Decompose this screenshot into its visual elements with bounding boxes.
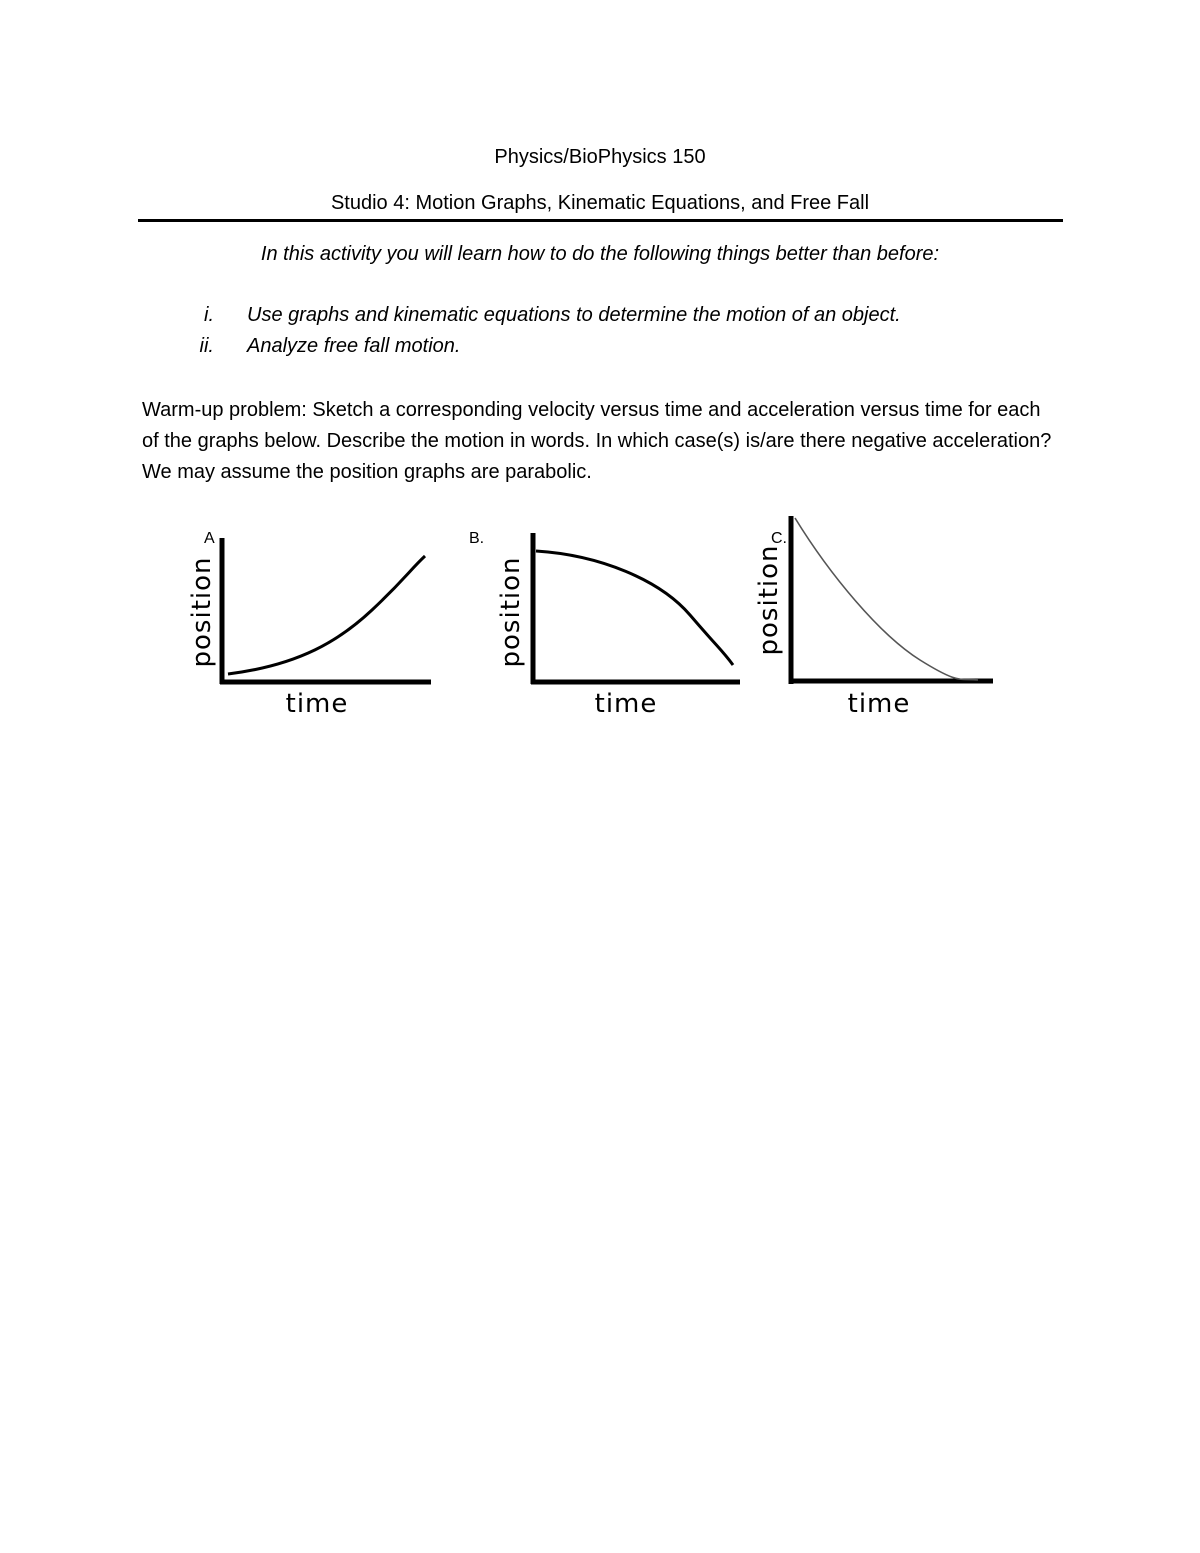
graph-c bbox=[754, 516, 993, 719]
objective-text: Use graphs and kinematic equations to determine the motion of an object. bbox=[247, 304, 901, 326]
objective-text: Analyze free fall motion. bbox=[247, 335, 461, 357]
graph-label: B. bbox=[469, 530, 485, 547]
position-time-graphs bbox=[0, 500, 1200, 730]
graph-label: A bbox=[204, 530, 215, 547]
intro-text: In this activity you will learn how to do the following things better than before: bbox=[260, 243, 940, 265]
warmup-problem: Warm-up problem: Sketch a corresponding velocity versus time and acceleration versus time for each of the graphs below. Describe the motion in words. In which case(s) is/are there negative acceleration? We may assume the position graphs are parabolic. bbox=[142, 399, 1052, 483]
position-curve bbox=[228, 556, 425, 674]
page-subtitle: Studio 4: Motion Graphs, Kinematic Equations, and Free Fall bbox=[330, 192, 870, 214]
page-title: Physics/BioPhysics 150 bbox=[494, 146, 706, 168]
x-axis-label: time bbox=[847, 689, 911, 719]
graph-a bbox=[187, 530, 431, 719]
position-curve bbox=[795, 518, 978, 680]
y-axis-label: position bbox=[496, 556, 526, 668]
graph-b bbox=[469, 530, 740, 719]
objective-number: i. bbox=[204, 304, 214, 326]
objective-number: ii. bbox=[199, 335, 214, 357]
title-rule bbox=[138, 219, 1063, 222]
x-axis-label: time bbox=[594, 689, 658, 719]
y-axis-label: position bbox=[754, 544, 784, 656]
position-curve bbox=[536, 551, 733, 665]
x-axis-label: time bbox=[285, 689, 349, 719]
graph-label: C. bbox=[771, 530, 787, 547]
y-axis-label: position bbox=[187, 556, 217, 668]
